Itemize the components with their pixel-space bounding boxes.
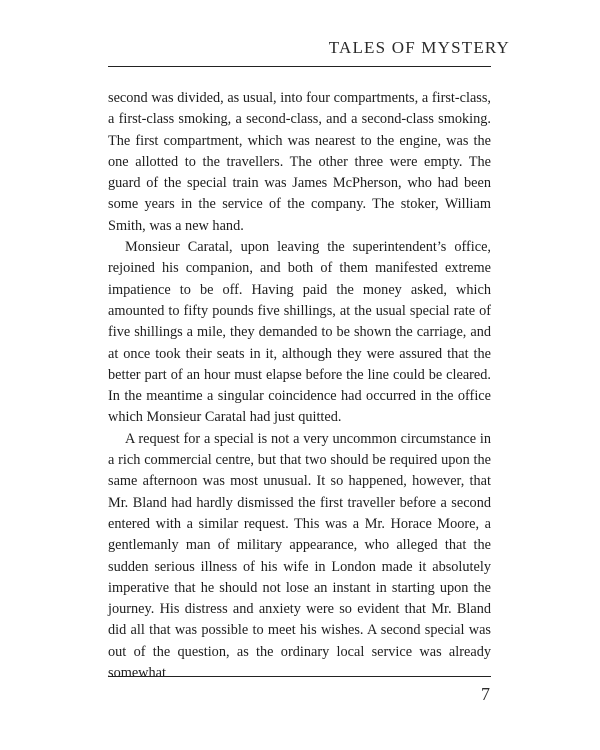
paragraph: Monsieur Caratal, upon leaving the superintendent’s office, rejoined his companion, and both of them manifested extreme impatience to be off. Having paid the money asked, which amounted to fifty pounds five shillings, at the usual special rate of five shillings a mile, they demanded to be shown the carriage, and at once took their seats in it, although they were assured that the better part of an hour must elapse before the line could be cleared. In the meantime a singular coincidence had occurred in the office which Monsieur Caratal had just quitted. (108, 239, 491, 426)
page-number: 7 (481, 684, 490, 704)
paragraph: A request for a special is not a very uncommon circumstance in a rich commercial centre, but that two should be required upon the same afternoon was most unusual. It so happened, however, that Mr. Bland had hardly dismissed the first traveller before a second entered with a similar request. This was a Mr. Horace Moore, a gentlemanly man of military appearance, who alleged that the sudden serious illness of his wife in London made it absolutely imperative that he should not lose an instant in starting upon the journey. His distress and anxiety were so evident that Mr. Bland did all that was possible to meet his wishes. A second special was out of the question, as the ordinary local service was already somewhat (108, 430, 491, 682)
header-rule (108, 66, 491, 67)
paragraph-continued: second was divided, as usual, into four compartments, a first-class, a first-class smoking, a second-class, and a second-class smoking. The first compartment, which was nearest to the engine, was the one allotted to the travellers. The other three were empty. The guard of the special train was James McPherson, who had been some years in the service of the company. The stoker, William Smith, was a new hand. (108, 90, 491, 234)
body-text (108, 88, 491, 684)
footer-rule (108, 676, 491, 677)
running-head-title: TALES OF MYSTERY (328, 38, 510, 57)
